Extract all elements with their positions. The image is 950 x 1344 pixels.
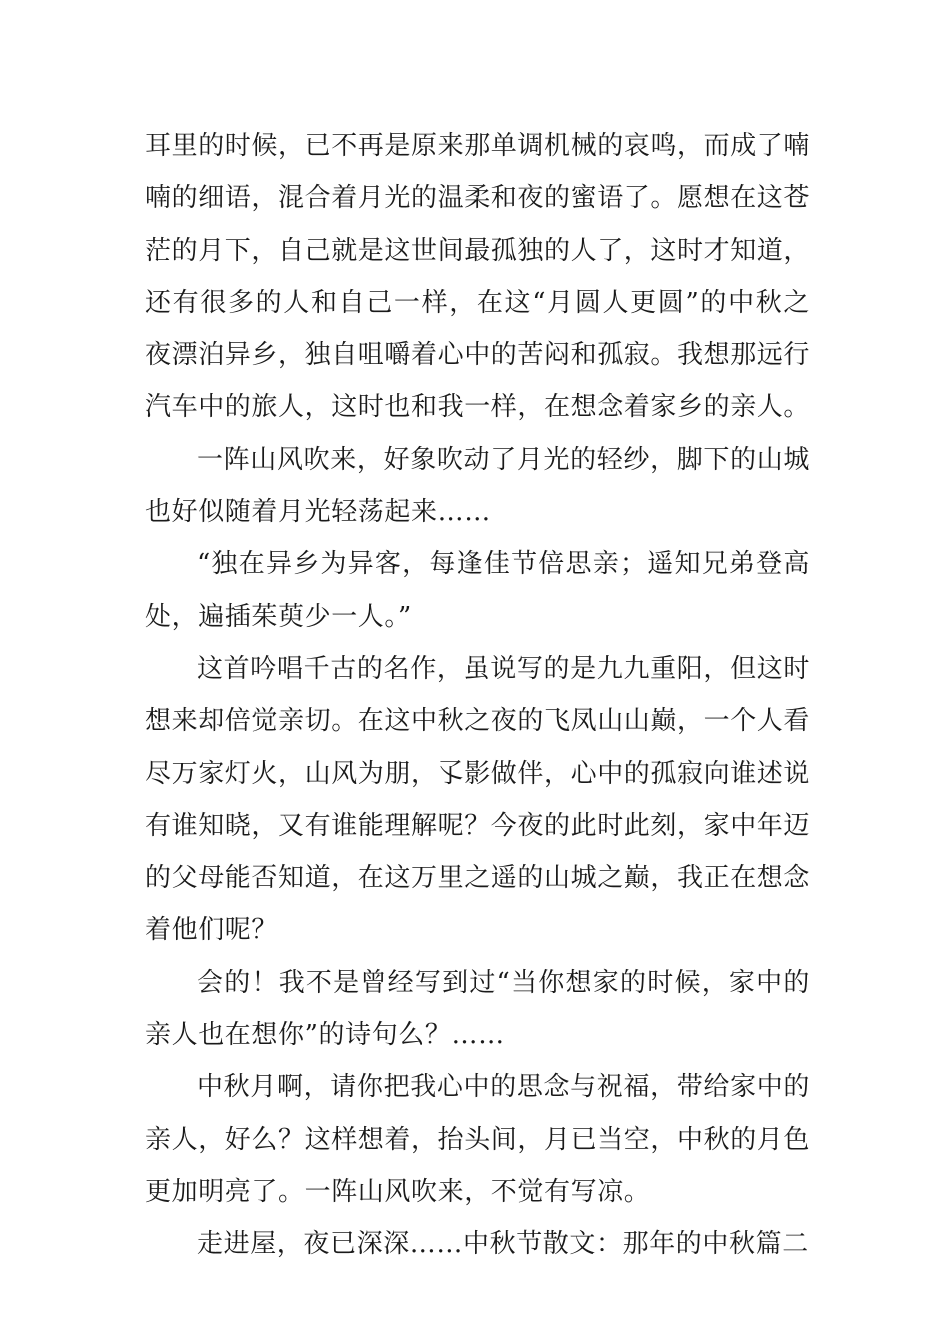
paragraph-7: 走进屋，夜已深深……中秋节散文：那年的中秋篇二 xyxy=(197,1229,809,1260)
paragraph-6: 中秋月啊，请你把我心中的思念与祝福，带给家中的亲人，好么？这样想着，抬头间，月已当空，中秋的月色更加明亮了。一阵山风吹来，不觉有写凉。 xyxy=(145,1072,811,1207)
paragraph-2: 一阵山风吹来，好象吹动了月光的轻纱，脚下的山城也好似随着月光轻荡起来…… xyxy=(145,444,810,528)
paragraph-4: 这首吟唱千古的名作，虽说写的是九九重阳，但这时想来却倍觉亲切。在这中秋之夜的飞凤山山巅，一个人看尽万家灯火，山风为朋，孓影做伴，心中的孤寂向谁述说有谁知晓，又有谁能理解呢？今夜的此时此刻，家中年迈的父母能否知道，在这万里之遥的山城之巅，我正在想念着他们呢？ xyxy=(145,653,811,946)
paragraph-1: 耳里的时候，已不再是原来那单调机械的哀鸣，而成了喃喃的细语，混合着月光的温柔和夜的蜜语了。愿想在这苍茫的月下，自己就是这世间最孤独的人了，这时才知道，还有很多的人和自己一样，在这“月圆人更圆”的中秋之夜漂泊异乡，独自咀嚼着心中的苦闷和孤寂。我想那远行汽车中的旅人，这时也和我一样，在想念着家乡的亲人。 xyxy=(145,131,811,423)
paragraph-3-poem: “独在异乡为异客，每逢佳节倍思亲；遥知兄弟登高处，遍插茱萸少一人。” xyxy=(145,549,810,632)
essay-body xyxy=(145,120,810,1271)
paragraph-5: 会的！我不是曾经写到过“当你想家的时候，家中的亲人也在想你”的诗句么？…… xyxy=(145,967,810,1051)
